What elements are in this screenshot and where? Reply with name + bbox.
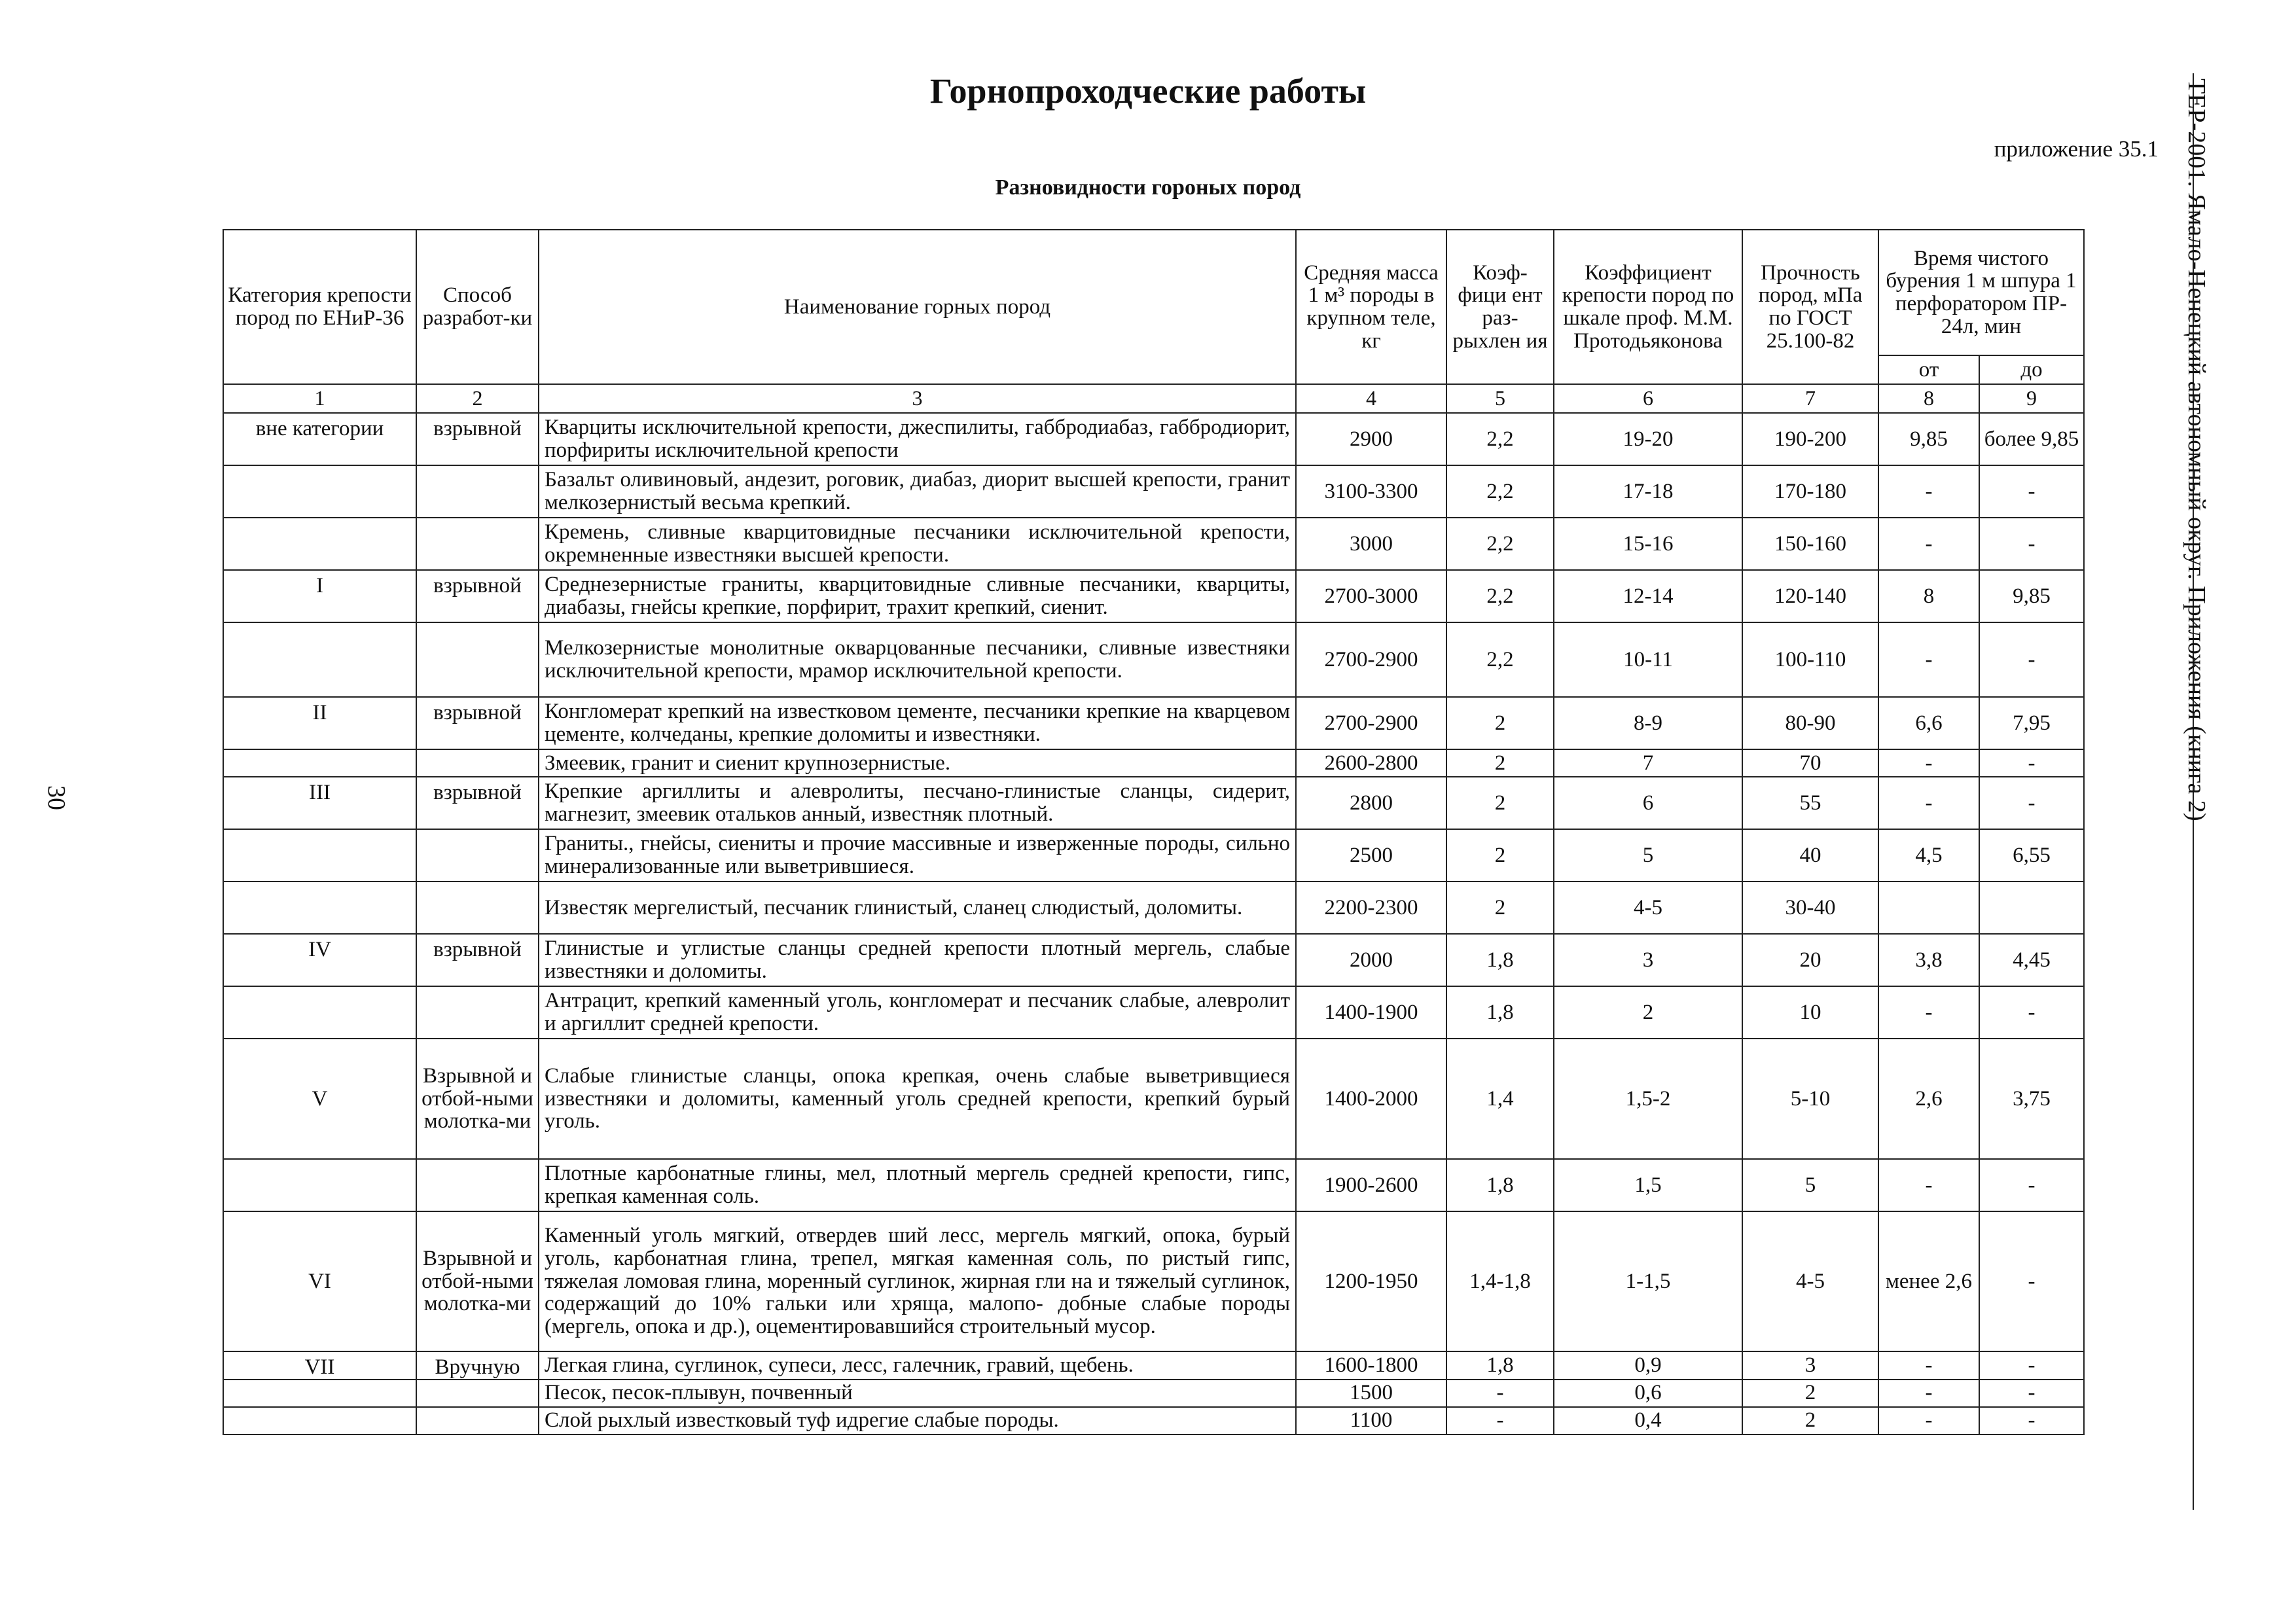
drill-from-cell bbox=[1878, 882, 1979, 934]
category-cell: III bbox=[223, 777, 416, 829]
mass-cell: 2500 bbox=[1296, 829, 1446, 882]
category-cell: II bbox=[223, 697, 416, 749]
rock-name-cell: Среднезернистые граниты, кварцитовидные сливные песчаники, кварциты, диабазы, гнейсы крепкие, порфирит, трахит крепкий, сиенит. bbox=[539, 570, 1296, 622]
loosening-cell: 2 bbox=[1446, 697, 1554, 749]
method-cell bbox=[416, 829, 539, 882]
mass-cell: 2700-2900 bbox=[1296, 697, 1446, 749]
column-number: 3 bbox=[539, 384, 1296, 413]
rock-name-cell: Крепкие аргиллиты и алевролиты, песчано-глинистые сланцы, сидерит, магнезит, змеевик отальков анный, известняк плотный. bbox=[539, 777, 1296, 829]
drill-from-cell: - bbox=[1878, 465, 1979, 518]
drill-to-cell: - bbox=[1979, 1211, 2084, 1351]
mass-cell: 1400-2000 bbox=[1296, 1039, 1446, 1159]
table-row bbox=[223, 934, 2084, 986]
drill-from-cell: - bbox=[1878, 1380, 1979, 1407]
strength-mpa-cell: 70 bbox=[1742, 749, 1878, 777]
strength-coef-cell: 1-1,5 bbox=[1554, 1211, 1742, 1351]
strength-mpa-cell: 4-5 bbox=[1742, 1211, 1878, 1351]
column-number: 5 bbox=[1446, 384, 1554, 413]
rock-name-cell: Кремень, сливные кварцитовидные песчаники исключительной крепости, окремненные известняки высшей крепости. bbox=[539, 518, 1296, 570]
drill-to-cell: 4,45 bbox=[1979, 934, 2084, 986]
header-loosening: Коэф-фици ент раз-рыхлен ия bbox=[1446, 230, 1554, 384]
strength-mpa-cell: 10 bbox=[1742, 986, 1878, 1039]
loosening-cell: 2,2 bbox=[1446, 622, 1554, 697]
strength-coef-cell: 2 bbox=[1554, 986, 1742, 1039]
method-cell: взрывной bbox=[416, 570, 539, 622]
loosening-cell: 2,2 bbox=[1446, 465, 1554, 518]
mass-cell: 2700-2900 bbox=[1296, 622, 1446, 697]
rock-name-cell: Каменный уголь мягкий, отвердев ший лесс, мергель мягкий, опока, бурый уголь, карбонатная глина, трепел, мягкая каменная соль, по ристый гипс, тяжелая ломовая глина, моренный суглинок, жирная гли на и тяжелый суглинок, содержащий до 10% гальки или хряща, малопо- добные слабые породы (мергель, опока и др.), оцементировавшийся строительный мусор. bbox=[539, 1211, 1296, 1351]
table-subtitle: Разновидности гороных пород bbox=[995, 175, 1301, 200]
strength-mpa-cell: 20 bbox=[1742, 934, 1878, 986]
loosening-cell: - bbox=[1446, 1407, 1554, 1435]
mass-cell: 1600-1800 bbox=[1296, 1351, 1446, 1380]
rock-name-cell: Плотные карбонатные глины, мел, плотный мергель средней крепости, гипс, крепкая каменная соль. bbox=[539, 1159, 1296, 1211]
appendix-label: приложение 35.1 bbox=[1994, 136, 2159, 162]
strength-coef-cell: 0,9 bbox=[1554, 1351, 1742, 1380]
rock-name-cell: Базальт оливиновый, андезит, роговик, диабаз, диорит высшей крепости, гранит мелкозернистый весьма крепкий. bbox=[539, 465, 1296, 518]
table-row bbox=[223, 1039, 2084, 1159]
strength-coef-cell: 6 bbox=[1554, 777, 1742, 829]
drill-from-cell: 9,85 bbox=[1878, 413, 1979, 465]
mass-cell: 1500 bbox=[1296, 1380, 1446, 1407]
table-row bbox=[223, 1407, 2084, 1435]
rock-name-cell: Слой рыхлый известковый туф идрегие слабые породы. bbox=[539, 1407, 1296, 1435]
method-cell bbox=[416, 1380, 539, 1407]
loosening-cell: - bbox=[1446, 1380, 1554, 1407]
method-cell bbox=[416, 749, 539, 777]
loosening-cell: 2,2 bbox=[1446, 518, 1554, 570]
strength-mpa-cell: 120-140 bbox=[1742, 570, 1878, 622]
header-method: Способ разработ-ки bbox=[416, 230, 539, 384]
loosening-cell: 2,2 bbox=[1446, 570, 1554, 622]
drill-to-cell: - bbox=[1979, 1351, 2084, 1380]
strength-coef-cell: 17-18 bbox=[1554, 465, 1742, 518]
rock-name-cell: Антрацит, крепкий каменный уголь, конгломерат и песчаник слабые, алевролит и аргиллит средней крепости. bbox=[539, 986, 1296, 1039]
mass-cell: 1900-2600 bbox=[1296, 1159, 1446, 1211]
loosening-cell: 2 bbox=[1446, 882, 1554, 934]
rock-name-cell: Змеевик, гранит и сиенит крупнозернистые. bbox=[539, 749, 1296, 777]
rock-name-cell: Глинистые и углистые сланцы средней крепости плотный мергель, слабые известняки и доломиты. bbox=[539, 934, 1296, 986]
header-drilling-time: Время чистого бурения 1 м шпура 1 перфоратором ПР- 24л, мин bbox=[1878, 230, 2084, 355]
method-cell bbox=[416, 465, 539, 518]
drill-from-cell: - bbox=[1878, 1159, 1979, 1211]
drill-to-cell: 6,55 bbox=[1979, 829, 2084, 882]
drill-to-cell: более 9,85 bbox=[1979, 413, 2084, 465]
column-number: 4 bbox=[1296, 384, 1446, 413]
method-cell: Взрывной и отбой-ными молотка-ми bbox=[416, 1211, 539, 1351]
loosening-cell: 2 bbox=[1446, 829, 1554, 882]
drill-from-cell: 2,6 bbox=[1878, 1039, 1979, 1159]
table-row bbox=[223, 518, 2084, 570]
strength-mpa-cell: 5-10 bbox=[1742, 1039, 1878, 1159]
mass-cell: 1100 bbox=[1296, 1407, 1446, 1435]
rock-name-cell: Песок, песок-плывун, почвенный bbox=[539, 1380, 1296, 1407]
category-cell bbox=[223, 1380, 416, 1407]
loosening-cell: 1,4-1,8 bbox=[1446, 1211, 1554, 1351]
mass-cell: 2700-3000 bbox=[1296, 570, 1446, 622]
column-number: 6 bbox=[1554, 384, 1742, 413]
category-cell bbox=[223, 829, 416, 882]
drill-from-cell: 6,6 bbox=[1878, 697, 1979, 749]
strength-mpa-cell: 190-200 bbox=[1742, 413, 1878, 465]
table-row bbox=[223, 829, 2084, 882]
category-cell bbox=[223, 518, 416, 570]
table-row bbox=[223, 697, 2084, 749]
strength-mpa-cell: 170-180 bbox=[1742, 465, 1878, 518]
table-row bbox=[223, 882, 2084, 934]
strength-mpa-cell: 3 bbox=[1742, 1351, 1878, 1380]
mass-cell: 2900 bbox=[1296, 413, 1446, 465]
drill-from-cell: - bbox=[1878, 777, 1979, 829]
rock-name-cell: Граниты., гнейсы, сиениты и прочие массивные и изверженные породы, сильно минерализованные или выветрившиеся. bbox=[539, 829, 1296, 882]
method-cell: Вручную bbox=[416, 1351, 539, 1380]
drill-from-cell: - bbox=[1878, 749, 1979, 777]
category-cell: I bbox=[223, 570, 416, 622]
mass-cell: 3100-3300 bbox=[1296, 465, 1446, 518]
column-number: 2 bbox=[416, 384, 539, 413]
drill-to-cell: 9,85 bbox=[1979, 570, 2084, 622]
drill-to-cell: - bbox=[1979, 777, 2084, 829]
method-cell: Взрывной и отбой-ными молотка-ми bbox=[416, 1039, 539, 1159]
header-strength-mpa: Прочность пород, мПа по ГОСТ 25.100-82 bbox=[1742, 230, 1878, 384]
drill-from-cell: 3,8 bbox=[1878, 934, 1979, 986]
drill-to-cell: - bbox=[1979, 1380, 2084, 1407]
category-cell: вне категории bbox=[223, 413, 416, 465]
rock-name-cell: Известяк мергелистый, песчаник глинистый, сланец слюдистый, доломиты. bbox=[539, 882, 1296, 934]
rock-name-cell: Мелкозернистые монолитные окварцованные песчаники, сливные известняки исключительной крепости, мрамор исключительной крепости. bbox=[539, 622, 1296, 697]
header-strength-coef: Коэффициент крепости пород по шкале проф. М.М. Протодьяконова bbox=[1554, 230, 1742, 384]
page-number: 30 bbox=[43, 785, 70, 810]
method-cell: взрывной bbox=[416, 934, 539, 986]
strength-coef-cell: 0,6 bbox=[1554, 1380, 1742, 1407]
rock-name-cell: Кварциты исключительной крепости, джеспилиты, габбродиабаз, габбродиорит, порфириты исключительной крепости bbox=[539, 413, 1296, 465]
table-row bbox=[223, 1380, 2084, 1407]
category-cell bbox=[223, 1159, 416, 1211]
mass-cell: 1400-1900 bbox=[1296, 986, 1446, 1039]
drill-from-cell: 8 bbox=[1878, 570, 1979, 622]
drill-from-cell: - bbox=[1878, 1407, 1979, 1435]
loosening-cell: 1,4 bbox=[1446, 1039, 1554, 1159]
mass-cell: 2800 bbox=[1296, 777, 1446, 829]
table-row bbox=[223, 622, 2084, 697]
header-to: до bbox=[1979, 355, 2084, 384]
strength-coef-cell: 5 bbox=[1554, 829, 1742, 882]
page-title: Горнопроходческие работы bbox=[929, 71, 1367, 111]
strength-coef-cell: 8-9 bbox=[1554, 697, 1742, 749]
header-rock-name: Наименование горных пород bbox=[539, 230, 1296, 384]
strength-coef-cell: 12-14 bbox=[1554, 570, 1742, 622]
strength-coef-cell: 1,5-2 bbox=[1554, 1039, 1742, 1159]
drill-from-cell: - bbox=[1878, 986, 1979, 1039]
header-category: Категория крепости пород по ЕНиР-36 bbox=[223, 230, 416, 384]
method-cell bbox=[416, 986, 539, 1039]
category-cell bbox=[223, 986, 416, 1039]
category-cell bbox=[223, 465, 416, 518]
drill-from-cell: - bbox=[1878, 622, 1979, 697]
column-number: 8 bbox=[1878, 384, 1979, 413]
loosening-cell: 2 bbox=[1446, 749, 1554, 777]
table-body bbox=[223, 413, 2084, 1435]
strength-coef-cell: 4-5 bbox=[1554, 882, 1742, 934]
table-row bbox=[223, 413, 2084, 465]
drill-to-cell: - bbox=[1979, 465, 2084, 518]
drill-to-cell: 3,75 bbox=[1979, 1039, 2084, 1159]
category-cell: V bbox=[223, 1039, 416, 1159]
column-number: 7 bbox=[1742, 384, 1878, 413]
rock-types-table bbox=[223, 229, 2085, 1435]
loosening-cell: 2,2 bbox=[1446, 413, 1554, 465]
drill-from-cell: - bbox=[1878, 518, 1979, 570]
loosening-cell: 2 bbox=[1446, 777, 1554, 829]
loosening-cell: 1,8 bbox=[1446, 934, 1554, 986]
drill-from-cell: 4,5 bbox=[1878, 829, 1979, 882]
column-number: 9 bbox=[1979, 384, 2084, 413]
table-row bbox=[223, 749, 2084, 777]
strength-coef-cell: 10-11 bbox=[1554, 622, 1742, 697]
strength-coef-cell: 1,5 bbox=[1554, 1159, 1742, 1211]
side-running-header: ТЕР-2001. Ямало-Ненецкий автономный округ. Приложения (книга 2) bbox=[2183, 79, 2210, 821]
method-cell bbox=[416, 882, 539, 934]
strength-mpa-cell: 2 bbox=[1742, 1380, 1878, 1407]
drill-to-cell: - bbox=[1979, 1159, 2084, 1211]
strength-mpa-cell: 100-110 bbox=[1742, 622, 1878, 697]
drill-to-cell: - bbox=[1979, 518, 2084, 570]
mass-cell: 2200-2300 bbox=[1296, 882, 1446, 934]
drill-from-cell: - bbox=[1878, 1351, 1979, 1380]
method-cell: взрывной bbox=[416, 413, 539, 465]
drill-to-cell: 7,95 bbox=[1979, 697, 2084, 749]
table-row bbox=[223, 570, 2084, 622]
header-from: от bbox=[1878, 355, 1979, 384]
mass-cell: 1200-1950 bbox=[1296, 1211, 1446, 1351]
strength-mpa-cell: 5 bbox=[1742, 1159, 1878, 1211]
drill-to-cell: - bbox=[1979, 986, 2084, 1039]
table-row bbox=[223, 1159, 2084, 1211]
strength-mpa-cell: 40 bbox=[1742, 829, 1878, 882]
category-cell: IV bbox=[223, 934, 416, 986]
strength-mpa-cell: 30-40 bbox=[1742, 882, 1878, 934]
category-cell: VI bbox=[223, 1211, 416, 1351]
method-cell bbox=[416, 622, 539, 697]
loosening-cell: 1,8 bbox=[1446, 1159, 1554, 1211]
drill-from-cell: менее 2,6 bbox=[1878, 1211, 1979, 1351]
strength-coef-cell: 0,4 bbox=[1554, 1407, 1742, 1435]
column-number: 1 bbox=[223, 384, 416, 413]
drill-to-cell: - bbox=[1979, 749, 2084, 777]
rock-name-cell: Легкая глина, суглинок, супеси, лесс, галечник, гравий, щебень. bbox=[539, 1351, 1296, 1380]
rock-name-cell: Слабые глинистые сланцы, опока крепкая, очень слабые выветривщиеся известняки и доломиты, каменный уголь средней крепости, крепкий бурый уголь. bbox=[539, 1039, 1296, 1159]
table-row bbox=[223, 1351, 2084, 1380]
header-mass: Средняя масса 1 м³ породы в крупном теле, кг bbox=[1296, 230, 1446, 384]
strength-coef-cell: 15-16 bbox=[1554, 518, 1742, 570]
table-row bbox=[223, 777, 2084, 829]
drill-to-cell: - bbox=[1979, 622, 2084, 697]
method-cell bbox=[416, 518, 539, 570]
strength-coef-cell: 19-20 bbox=[1554, 413, 1742, 465]
strength-mpa-cell: 2 bbox=[1742, 1407, 1878, 1435]
loosening-cell: 1,8 bbox=[1446, 986, 1554, 1039]
mass-cell: 3000 bbox=[1296, 518, 1446, 570]
loosening-cell: 1,8 bbox=[1446, 1351, 1554, 1380]
method-cell: взрывной bbox=[416, 777, 539, 829]
drill-to-cell: - bbox=[1979, 1407, 2084, 1435]
table-row bbox=[223, 986, 2084, 1039]
category-cell bbox=[223, 622, 416, 697]
strength-mpa-cell: 55 bbox=[1742, 777, 1878, 829]
strength-coef-cell: 3 bbox=[1554, 934, 1742, 986]
table-row bbox=[223, 1211, 2084, 1351]
strength-mpa-cell: 150-160 bbox=[1742, 518, 1878, 570]
rock-name-cell: Конгломерат крепкий на известковом цементе, песчаники крепкие на кварцевом цементе, колчеданы, крепкие доломиты и известняки. bbox=[539, 697, 1296, 749]
strength-mpa-cell: 80-90 bbox=[1742, 697, 1878, 749]
table-row bbox=[223, 465, 2084, 518]
mass-cell: 2600-2800 bbox=[1296, 749, 1446, 777]
strength-coef-cell: 7 bbox=[1554, 749, 1742, 777]
category-cell: VII bbox=[223, 1351, 416, 1380]
category-cell bbox=[223, 882, 416, 934]
mass-cell: 2000 bbox=[1296, 934, 1446, 986]
drill-to-cell bbox=[1979, 882, 2084, 934]
category-cell bbox=[223, 1407, 416, 1435]
category-cell bbox=[223, 749, 416, 777]
method-cell: взрывной bbox=[416, 697, 539, 749]
method-cell bbox=[416, 1407, 539, 1435]
method-cell bbox=[416, 1159, 539, 1211]
